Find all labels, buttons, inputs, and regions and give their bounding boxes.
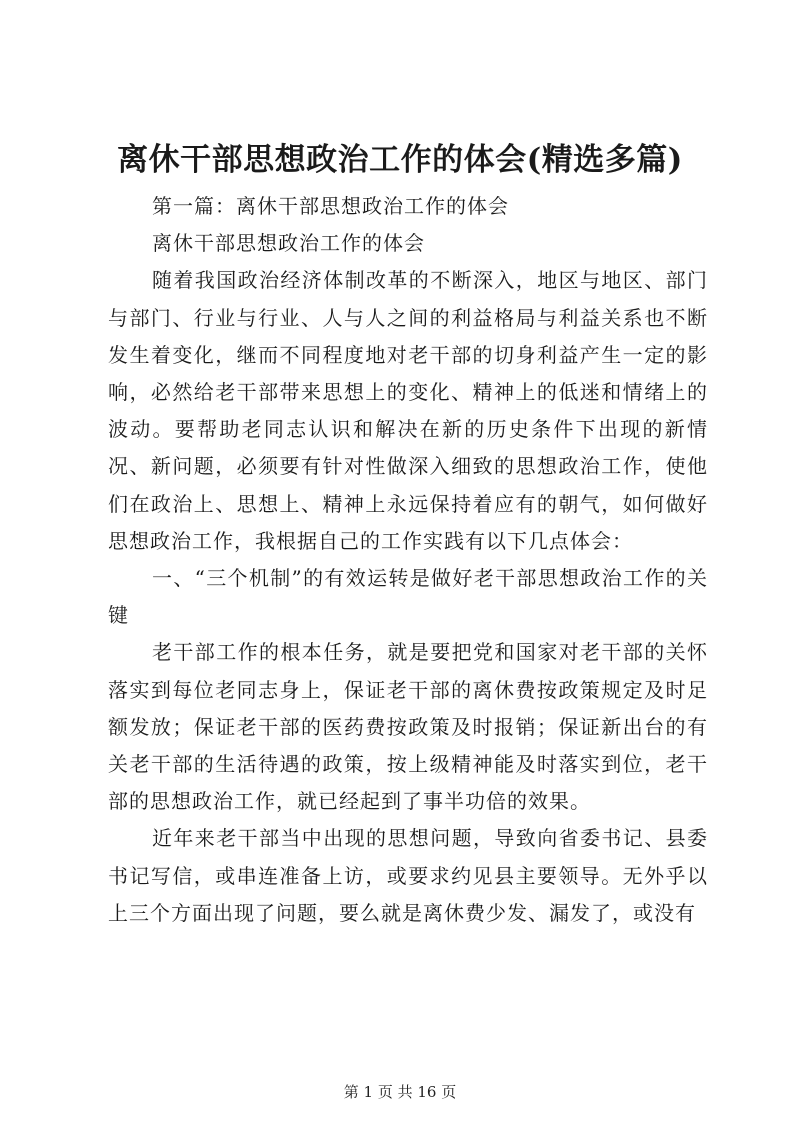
document-body [108,188,708,932]
paragraph: 随着我国政治经济体制改革的不断深入，地区与地区、部门与部门、行业与行业、人与人之间的利益格局与利益关系也不断发生着变化，继而不同程度地对老干部的切身利益产生一定的影响，必然给老干部带来思想上的变化、精神上的低迷和情绪上的波动。要帮助老同志认识和解决在新的历史条件下出现的新情况、新问题，必须要有针对性做深入细致的思想政治工作，使他们在政治上、思想上、精神上永远保持着应有的朝气，如何做好思想政治工作，我根据自己的工作实践有以下几点体会： [108,268,708,553]
page-footer: 第 1 页 共 16 页 [343,1083,457,1101]
paragraph: 老干部工作的根本任务，就是要把党和国家对老干部的关怀落实到每位老同志身上，保证老干部的离休费按政策规定及时足额发放；保证老干部的医药费按政策及时报销；保证新出台的有关老干部的生活待遇的政策，按上级精神能及时落实到位，老干部的思想政治工作，就已经起到了事半功倍的效果。 [108,640,708,814]
subheading: 离休干部思想政治工作的体会 [152,231,425,256]
paragraph-point-heading: 一、“三个机制”的有效运转是做好老干部思想政治工作的关键 [108,566,708,628]
document-title: 离休干部思想政治工作的体会(精选多篇) [117,142,683,178]
section-heading: 第一篇：离休干部思想政治工作的体会 [152,194,509,218]
paragraph: 近年来老干部当中出现的思想问题，导致向省委书记、县委书记写信，或串连准备上访，或要求约见县主要领导。无外乎以上三个方面出现了问题，要么就是离休费少发、漏发了，或没有 [108,826,708,925]
